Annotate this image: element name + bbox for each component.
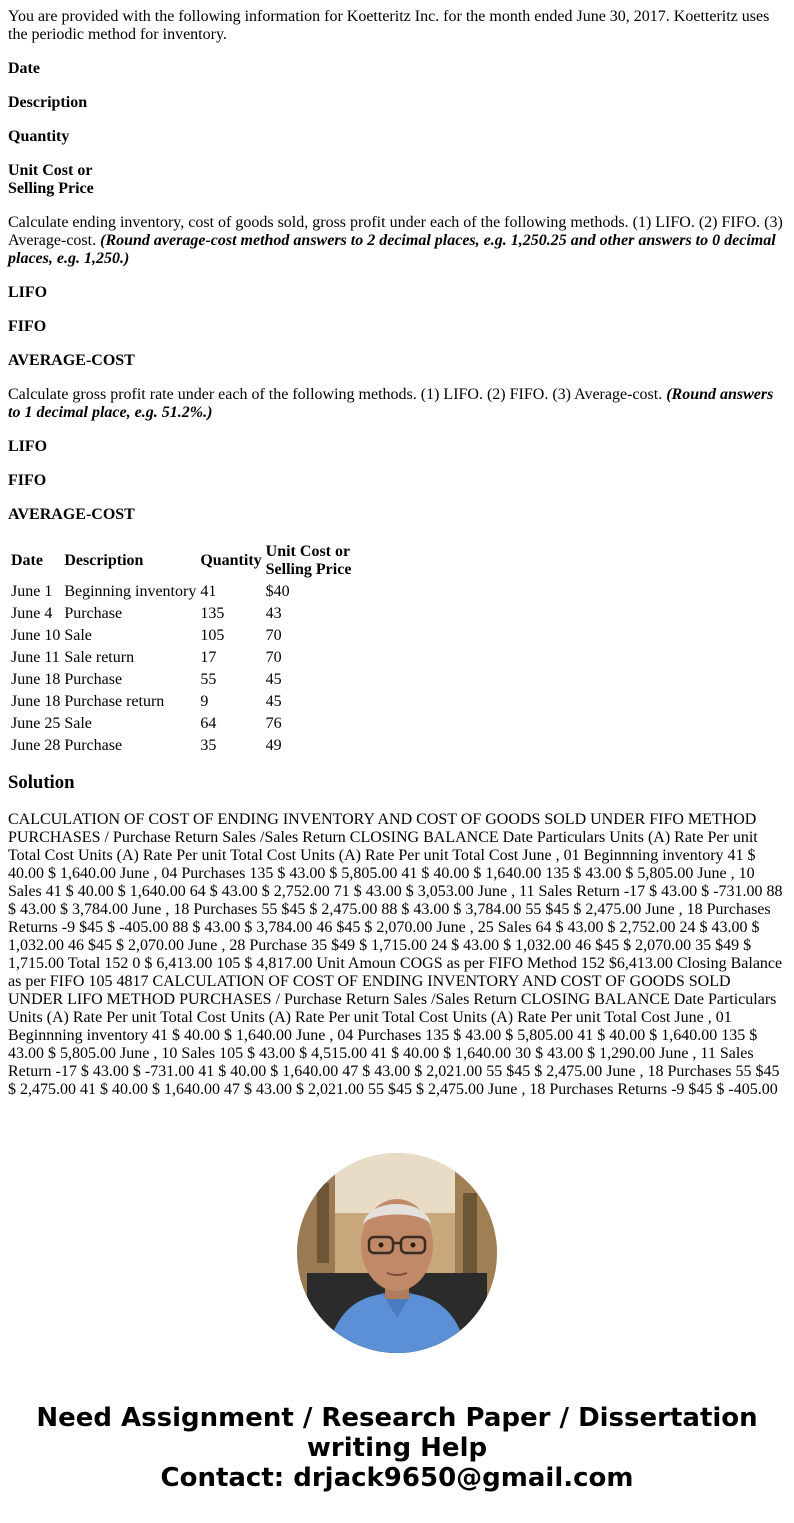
cell-description: Purchase [64,605,123,622]
th-date: Date [11,552,43,569]
form-header-unit-cost [8,162,786,198]
cell-description: Purchase return [64,693,165,710]
cell-month: June [11,627,41,644]
q1-method-average: AVERAGE-COST [8,352,135,369]
cell-quantity: 135 [200,605,225,622]
solution-body: CALCULATION OF COST OF ENDING INVENTORY AND COST OF GOODS SOLD UNDER FIFO METHOD PURCHASES / Purchase Return Sales /Sales Return CLOSING BALANCE Date Particulars Units (A) Rate Per unit Total Cost Units (A) Rate Per unit Total Cost Units (A) Rate Per unit Total Cost June , 01 Beginnning inventory 41 $ 40.00 $ 1,640.00 June , 04 Purchases 135 $ 43.00 $ 5,805.00 41 $ 40.00 $ 1,640.00 135 $ 43.00 $ 5,805.00 June , 10 Sales 41 $ 40.00 $ 1,640.00 64 $ 43.00 $ 2,752.00 71 $ 43.00 $ 3,053.00 June , 11 Sales Return -17 $ 43.00 $ -731.00 88 $ 43.00 $ 3,784.00 June , 18 Purchases 55 $45 $ 2,475.00 88 $ 43.00 $ 3,784.00 55 $45 $ 2,475.00 June , 18 Purchases Returns -9 $45 $ -405.00 88 $ 43.00 $ 3,784.00 46 $45 $ 2,070.00 June , 25 Sales 64 $ 43.00 $ 2,752.00 24 $ 43.00 $ 1,032.00 46 $45 $ 2,070.00 June , 28 Purchase 35 $49 $ 1,715.00 24 $ 43.00 $ 1,032.00 46 $45 $ 2,070.00 35 $49 $ 1,715.00 Total 152 0 $ 6,413.00 105 $ 4,817.00 Unit Amoun COGS as per FIFO Method 152 $6,413.00 Closing Balance as per FIFO 105 4817 CALCULATION OF COST OF ENDING INVENTORY AND COST OF GOODS SOLD UNDER LIFO METHOD PURCHASES / Purchase Return Sales /Sales Return CLOSING BALANCE Date Particulars Units (A) Rate Per unit Total Cost Units (A) Rate Per unit Total Cost Units (A) Rate Per unit Total Cost June , 01 Beginnning inventory 41 $ 40.00 $ 1,640.00 June , 04 Purchases 135 $ 43.00 $ 5,805.00 41 $ 40.00 $ 1,640.00 135 $ 43.00 $ 5,805.00 June , 10 Sales 105 $ 43.00 $ 4,515.00 41 $ 40.00 $ 1,640.00 30 $ 43.00 $ 1,290.00 June , 11 Sales Return -17 $ 43.00 $ -731.00 41 $ 40.00 $ 1,640.00 47 $ 43.00 $ 2,021.00 55 $45 $ 2,475.00 June , 18 Purchases 55 $45 $ 2,475.00 41 $ 40.00 $ 1,640.00 47 $ 43.00 $ 2,021.00 55 $45 $ 2,475.00 June , 18 Purchases Returns -9 $45 $ -405.00 [8,811,783,1098]
cell-price: 70 [265,649,282,666]
table-row [10,670,352,690]
table-row [10,648,352,668]
unit-cost-line2: Selling Price [8,180,94,197]
cell-day: 28 [44,737,61,754]
form-header-date: Date [8,60,40,77]
question-1-note: (Round average-cost method answers to 2 decimal places, e.g. 1,250.25 and other answers to 0 decimal places, e.g. 1,250.) [8,232,776,267]
cell-quantity: 55 [200,671,217,688]
cell-description: Sale return [64,649,135,666]
footer-banner [0,1403,794,1493]
cell-month: June [11,671,41,688]
q2-method-average: AVERAGE-COST [8,506,135,523]
question-1 [8,214,786,268]
q1-method-lifo: LIFO [8,284,48,301]
cell-day: 18 [44,671,61,688]
form-header-quantity: Quantity [8,128,70,145]
cell-price: 45 [265,693,282,710]
table-row [10,626,352,646]
cell-day: 18 [44,693,61,710]
footer-line-2: writing Help [306,1433,488,1463]
cell-quantity: 9 [200,693,209,710]
cell-quantity: 64 [200,715,217,732]
cell-price: 45 [265,671,282,688]
q2-method-lifo: LIFO [8,438,48,455]
cell-day: 10 [44,627,61,644]
table-body [10,582,352,756]
table-row [10,692,352,712]
cell-description: Purchase [64,737,123,754]
th-unit-cost: Unit Cost or Selling Price [265,543,352,578]
cell-month: June [11,693,41,710]
th-quantity: Quantity [200,552,262,569]
cell-description: Sale [64,715,92,732]
cell-day: 11 [44,649,60,666]
intro-text: You are provided with the following information for Koetteritz Inc. for the month ended June 30, 2017. Koetteritz uses the periodic method for inventory. [8,8,770,43]
cell-month: June [11,737,41,754]
cell-description: Purchase [64,671,123,688]
cell-quantity: 17 [200,649,217,666]
table-header-row [10,542,352,580]
cell-description: Sale [64,627,92,644]
cell-month: June [11,605,41,622]
cell-price: 49 [265,737,282,754]
cell-day: 1 [44,583,53,600]
question-2-note: (Round answers to 1 decimal place, e.g. 51.2%.) [8,386,774,421]
footer-contact: Contact: drjack9650@gmail.com [160,1463,634,1493]
table-row [10,604,352,624]
cell-quantity: 41 [200,583,217,600]
author-photo [297,1153,497,1353]
question-2-text: Calculate gross profit rate under each of the following methods. (1) LIFO. (2) FIFO. (3) Average-cost. [8,386,667,403]
cell-price: $40 [265,583,290,600]
cell-day: 25 [44,715,61,732]
cell-month: June [11,583,41,600]
q1-method-fifo: FIFO [8,318,47,335]
inventory-table [8,540,354,758]
footer-line-1: Need Assignment / Research Paper / Dissertation [36,1403,758,1433]
cell-price: 76 [265,715,282,732]
th-description: Description [64,552,144,569]
question-2 [8,386,786,422]
author-photo-image [297,1153,497,1353]
form-header-description: Description [8,94,88,111]
solution-heading: Solution [8,772,75,793]
table-row [10,714,352,734]
q2-method-fifo: FIFO [8,472,47,489]
table-row [10,736,352,756]
cell-month: June [11,715,41,732]
question-1-text: Calculate ending inventory, cost of goods sold, gross profit under each of the following methods. (1) LIFO. (2) FIFO. (3) Average-cost. [8,214,783,249]
cell-price: 43 [265,605,282,622]
cell-month: June [11,649,41,666]
cell-price: 70 [265,627,282,644]
table-row [10,582,352,602]
cell-description: Beginning inventory [64,583,197,600]
unit-cost-line1: Unit Cost or [8,162,93,179]
cell-quantity: 105 [200,627,225,644]
cell-day: 4 [44,605,53,622]
document [8,8,786,1099]
cell-quantity: 35 [200,737,217,754]
